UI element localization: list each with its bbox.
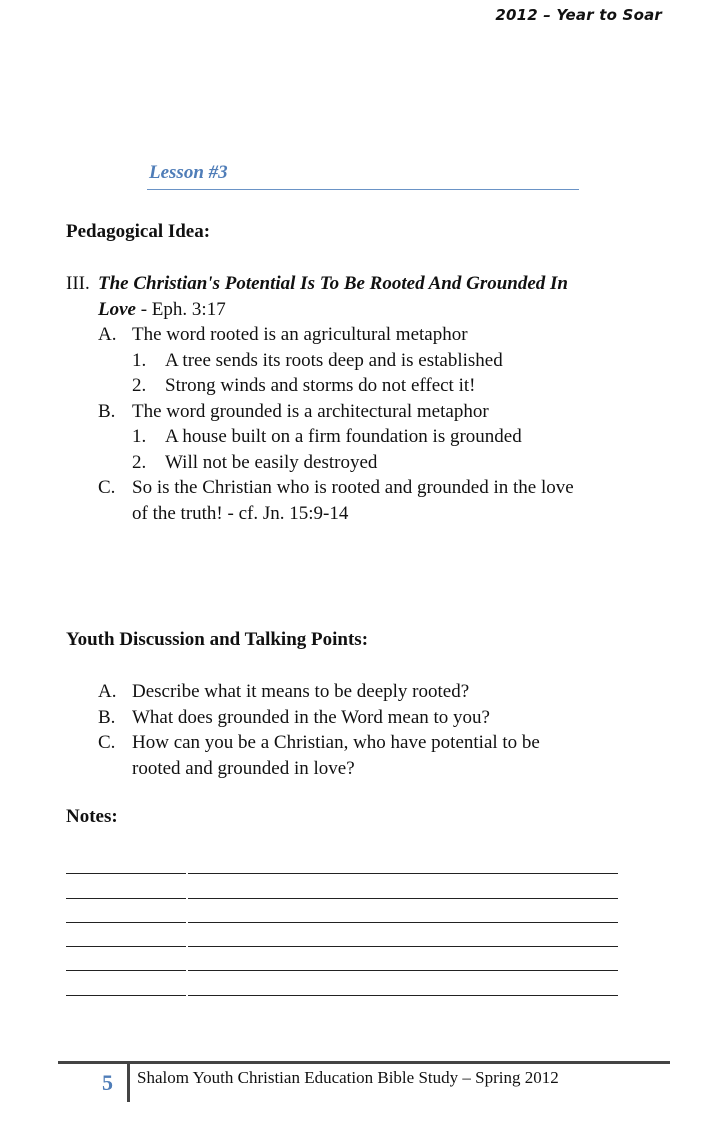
footer-divider [127, 1064, 130, 1102]
list-item: 2. Strong winds and storms do not effect it! [132, 375, 476, 396]
notes-heading: Notes: [66, 806, 118, 827]
note-line [66, 899, 618, 923]
point-title-cont: Love - Eph. 3:17 [98, 298, 226, 320]
list-item: B. What does grounded in the Word mean to you? [98, 706, 490, 728]
pedagogical-heading: Pedagogical Idea: [66, 221, 211, 242]
note-line [66, 971, 618, 995]
note-line [66, 874, 618, 898]
notes-lines [66, 850, 618, 996]
list-item: B. The word grounded is a architectural metaphor [98, 400, 489, 422]
point-title: The Christian's Potential Is To Be Rooted And Grounded In [98, 273, 568, 294]
page-number: 5 [102, 1070, 113, 1095]
list-item: A. Describe what it means to be deeply rooted? [98, 681, 470, 702]
list-item: C. How can you be a Christian, who have potential to be [98, 732, 540, 753]
pedagogical-outline [66, 271, 666, 526]
lesson-underline [147, 189, 579, 190]
list-item: C. So is the Christian who is rooted and grounded in the love [98, 477, 574, 498]
discussion-heading: Youth Discussion and Talking Points: [66, 629, 369, 650]
list-item: 1. A tree sends its roots deep and is established [132, 349, 503, 371]
list-item-cont: of the truth! - cf. Jn. 15:9-14 [132, 502, 349, 524]
roman-numeral: III. [66, 273, 90, 294]
note-line [66, 923, 618, 947]
scripture-ref: - Eph. 3:17 [135, 298, 226, 320]
footer-rule [58, 1061, 670, 1064]
list-item: A. The word rooted is an agricultural metaphor [98, 324, 468, 345]
running-header: 2012 – Year to Soar [495, 6, 662, 24]
discussion-list [66, 679, 666, 781]
footer-text: Shalom Youth Christian Education Bible Study – Spring 2012 [137, 1068, 559, 1087]
list-item: 1. A house built on a firm foundation is grounded [132, 426, 522, 447]
note-line [66, 850, 618, 874]
lesson-title: Lesson #3 [149, 162, 228, 183]
list-item-cont: rooted and grounded in love? [132, 757, 355, 779]
note-line [66, 947, 618, 971]
list-item: 2. Will not be easily destroyed [132, 451, 378, 473]
